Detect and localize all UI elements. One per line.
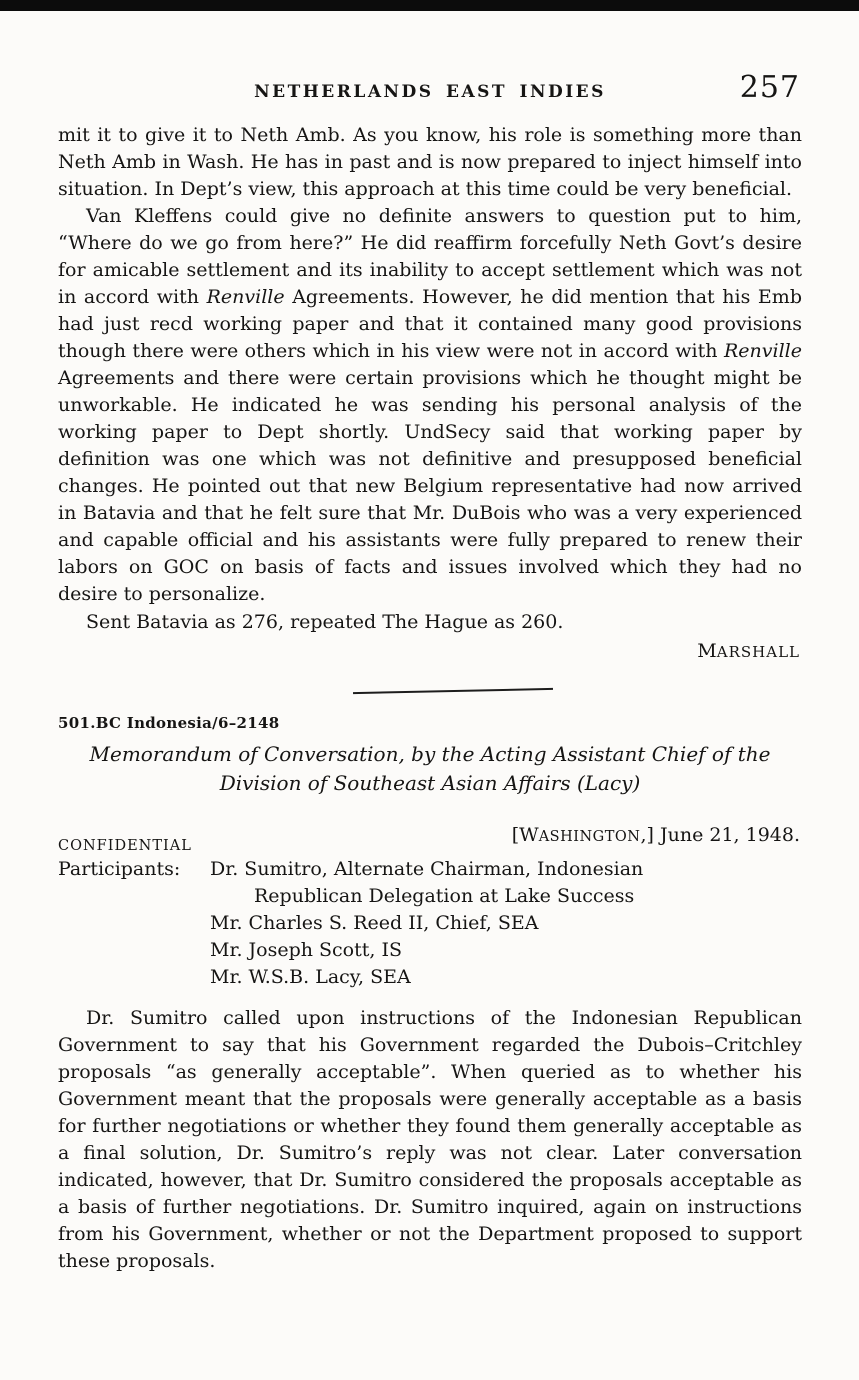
renville-italic: Renville <box>206 286 285 308</box>
telegram-paragraph-text: Agreements. However, he did mention that his Emb had just recd working paper and that it contained many good provisions though there were others which in his view were not in accord with <box>58 286 802 362</box>
signature-initial: M <box>697 640 717 662</box>
classification-date-row <box>58 824 802 854</box>
telegram-paragraph-text: Agreements and there were certain provisions which he thought might be unworkable. He indicated he was sending his personal analysis of the working paper to Dept shortly. UndSecy said that working paper by definition was one which was not definitive and presupposed beneficial changes. He pointed out that new Belgium representative had now arrived in Batavia and that he felt sure that Mr. DuBois who was a very experienced and capable official and his assistants were fully prepared to renew their labors on GOC on basis of facts and issues involved which they had no desire to personalize. <box>58 367 802 605</box>
dateline-date: June 21, 1948. <box>653 824 800 846</box>
page-content <box>58 70 802 1275</box>
memo-citation: 501.BC Indonesia/6–2148 <box>58 714 280 732</box>
section-divider <box>353 688 553 694</box>
sent-line: Sent Batavia as 276, repeated The Hague as 260. <box>86 611 564 633</box>
memo-heading: Memorandum of Conversation, by the Acting Assistant Chief of the Division of Southeast Asian Affairs (Lacy) <box>89 742 771 795</box>
dateline-city: ASHINGTON <box>538 829 641 845</box>
dateline-bracket-close: ,] <box>640 824 654 846</box>
participants-block <box>58 856 802 991</box>
telegram-paragraph <box>58 203 802 608</box>
participants-label: Participants: <box>58 858 181 880</box>
telegram-body <box>58 122 802 608</box>
participants-row <box>58 856 802 991</box>
participant-line: Mr. Joseph Scott, IS <box>210 939 402 961</box>
memo-body-paragraph: Dr. Sumitro called upon instructions of the Indonesian Republican Government to say that his Government regarded the Dubois–Critchley proposals “as generally acceptable”. When queried as to whether his Government meant that the proposals were generally acceptable as a basis for further negotiations or whether they found them generally acceptable as a final solution, Dr. Sumitro’s reply was not clear. Later conversation indicated, however, that Dr. Sumitro considered the proposals acceptable as a basis of further negotiations. Dr. Sumitro inquired, again on instructions from his Government, whether or not the Department proposed to support these proposals. <box>58 1007 802 1272</box>
telegram-paragraph-text: Van Kleffens could give no definite answers to question put to him, “Where do we go from here?” He did reaffirm forcefully Neth Govt’s desire for amicable settlement and its inability to accept settlement which was not in accord with <box>58 205 802 308</box>
participant-line: Mr. Charles S. Reed II, Chief, SEA <box>210 912 539 934</box>
classification-label: CONFIDENTIAL <box>58 838 192 854</box>
renville-italic: Renville <box>724 340 802 362</box>
running-header <box>58 70 802 114</box>
memo-body <box>58 1005 802 1275</box>
participant-line: Dr. Sumitro, Alternate Chairman, Indonesian <box>210 858 644 880</box>
signature-rest: ARSHALL <box>716 643 800 661</box>
telegram-paragraph-continuation: mit it to give it to Neth Amb. As you know, his role is something more than Neth Amb in Wash. He has in past and is now prepared to inject himself into situation. In Dept’s view, this approach at this time could be very beneficial. <box>58 124 802 200</box>
scan-edge-bar <box>0 0 859 11</box>
dateline <box>512 824 800 846</box>
running-header-title: NETHERLANDS EAST INDIES <box>254 82 606 102</box>
participant-line-continuation: Republican Delegation at Lake Success <box>254 885 635 907</box>
dateline-bracket-open: [W <box>511 824 539 846</box>
page-number: 257 <box>739 70 800 105</box>
signature <box>58 639 802 664</box>
participant-line: Mr. W.S.B. Lacy, SEA <box>210 966 411 988</box>
